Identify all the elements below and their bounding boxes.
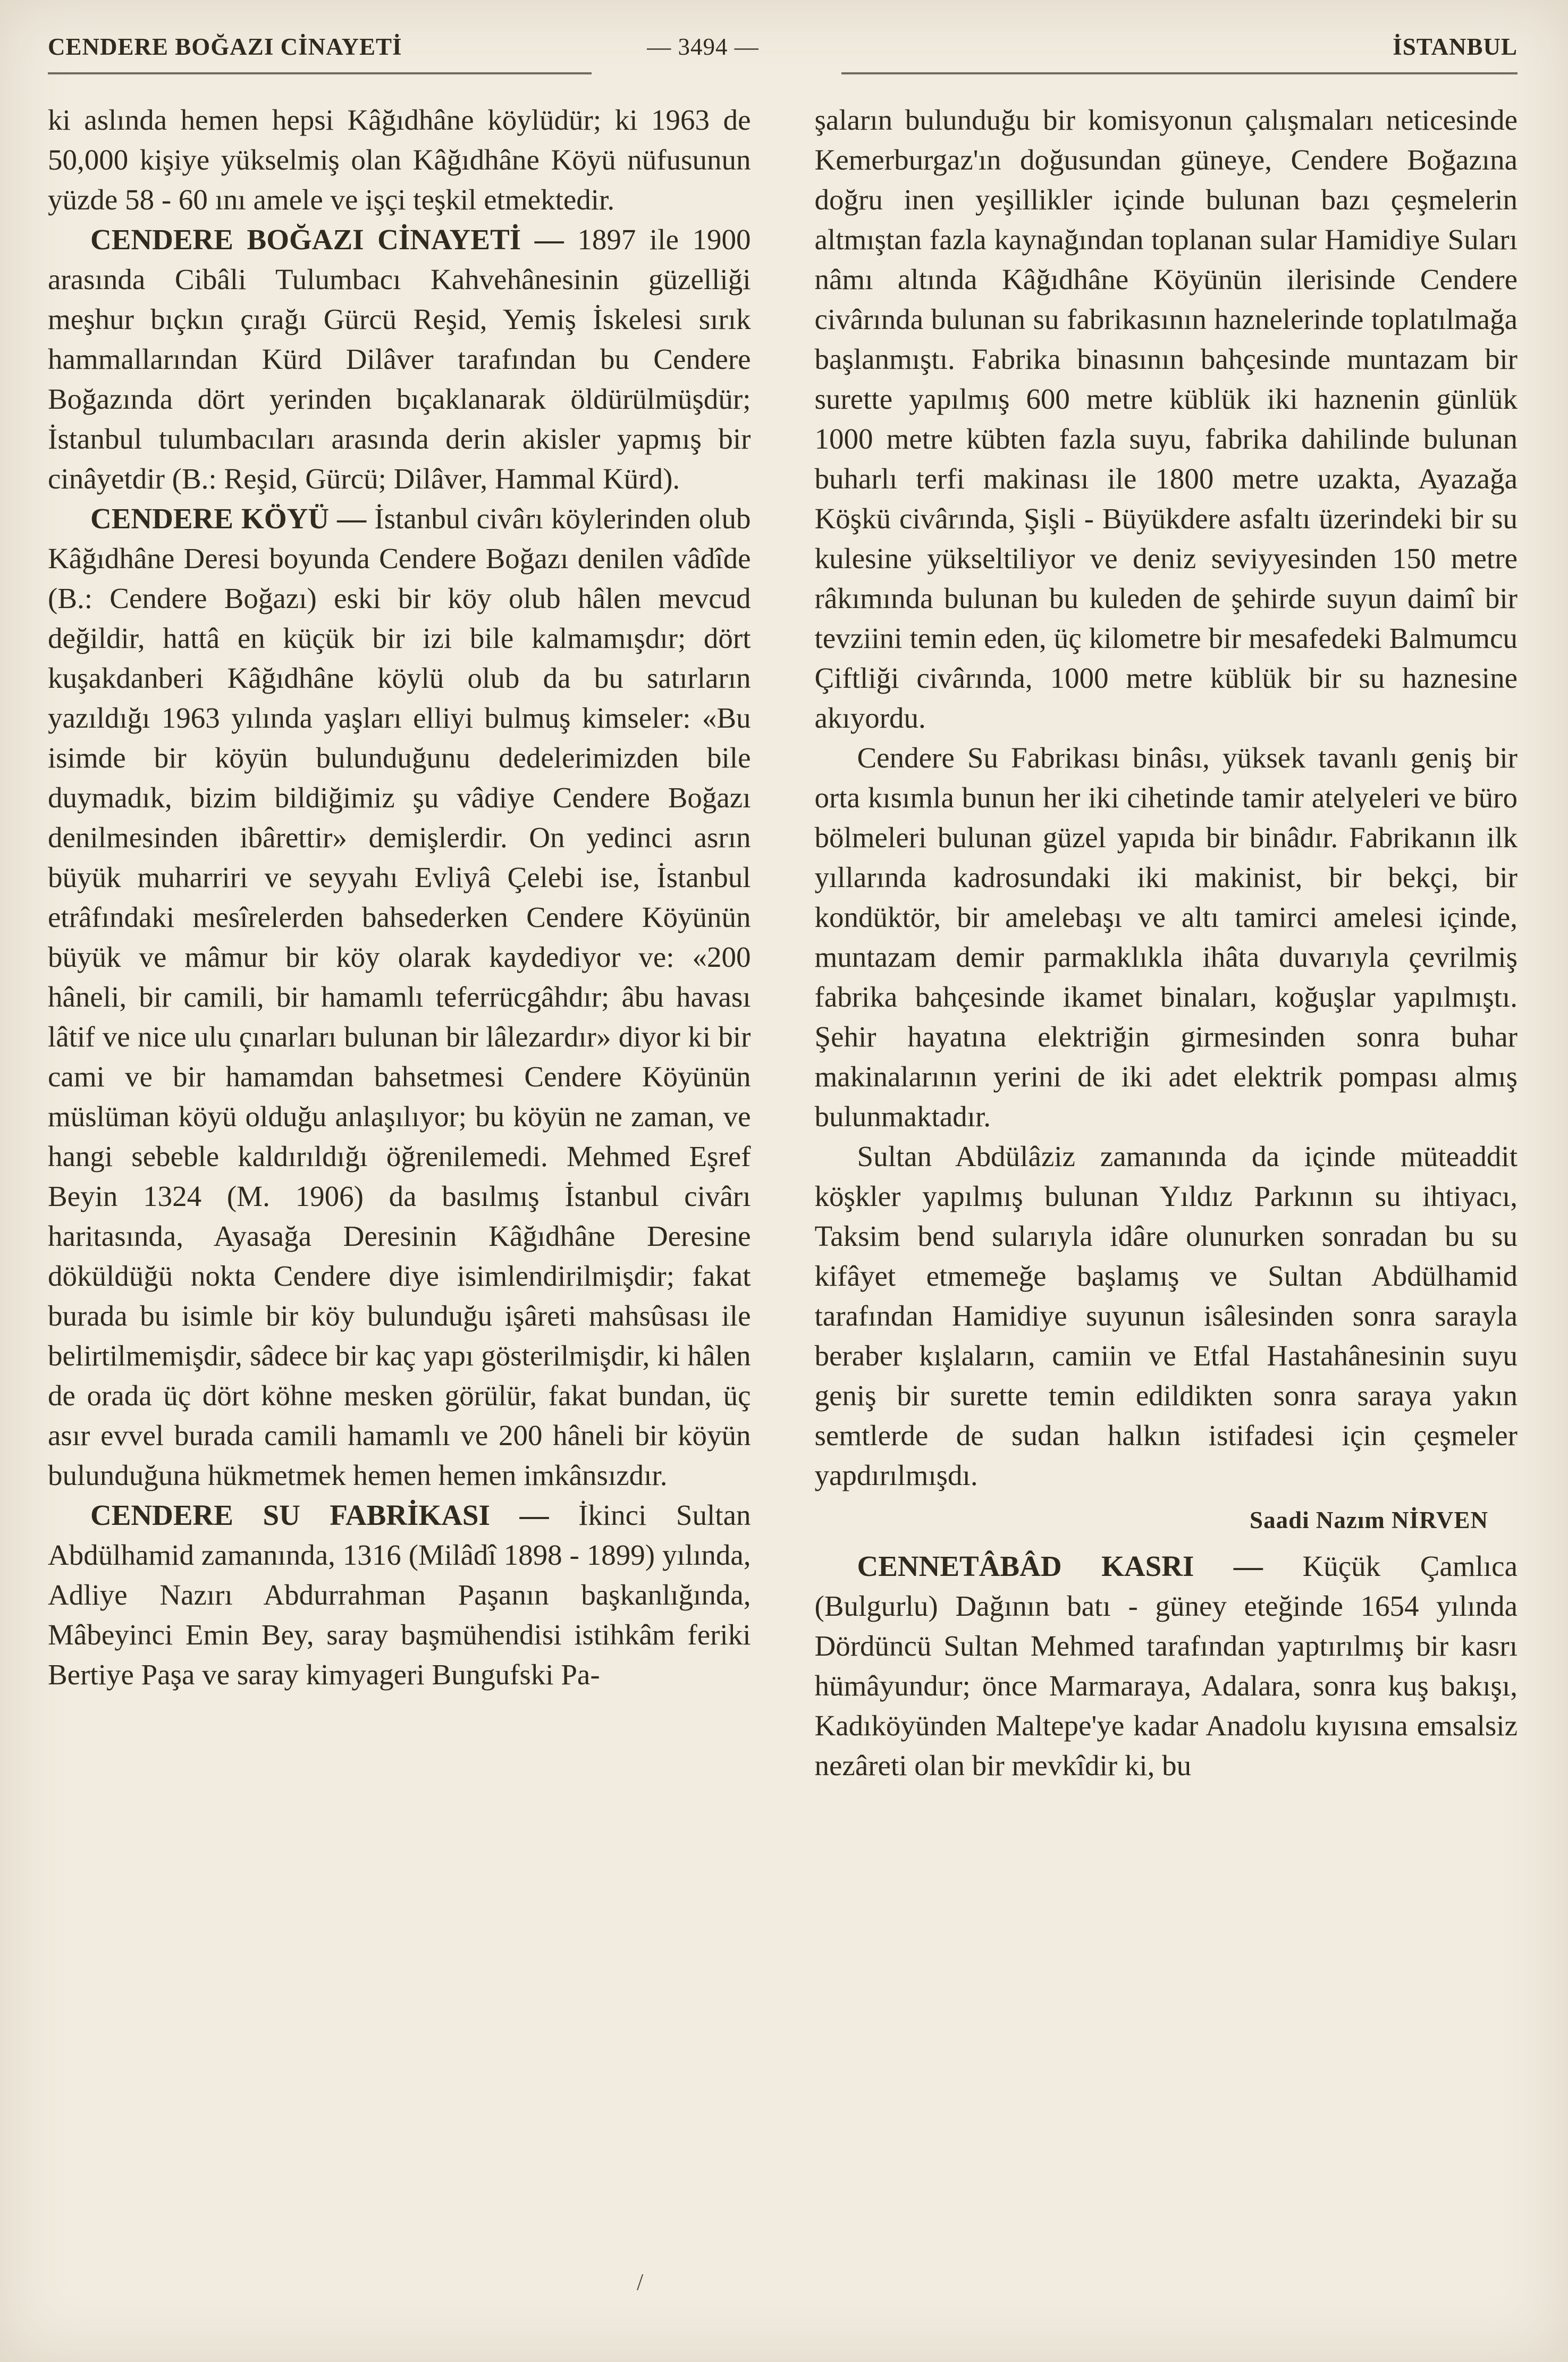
entry-cennetabad-kasri: [815, 1546, 1518, 1785]
entry-heading: CENDERE KÖYÜ —: [90, 502, 375, 535]
running-title-right: İSTANBUL: [1393, 33, 1518, 60]
entry-heading: CENNETÂBÂD KASRI —: [857, 1550, 1303, 1582]
print-artifact: /: [637, 2269, 644, 2295]
entry-heading: CENDERE SU FABRİKASI —: [90, 1499, 579, 1531]
header-rule-right-segment: [841, 72, 1518, 74]
paragraph-text: İkinci Sultan Abdülhamid zamanında, 1316 (Milâdî 1898 - 1899) yılında, Adliye Nazırı Abdurrahman Paşanın başkanlığında, Mâbeyinci Emin Bey, saray başmühendisi istihkâm feriki Bertiye Paşa ve saray kimyageri Bungufski Pa-: [48, 1499, 751, 1691]
header-rule: [48, 72, 1518, 74]
running-title-left: CENDERE BOĞAZI CİNAYETİ: [48, 33, 402, 60]
paragraph: [815, 1136, 1518, 1495]
entry-cendere-su-fabrikasi: [48, 1495, 751, 1694]
entry-cendere-koyu: [48, 499, 751, 1495]
left-column: [48, 100, 751, 1785]
header-rule-left-segment: [48, 72, 592, 74]
paragraph: [815, 738, 1518, 1136]
paragraph-text: ki aslında hemen hepsi Kâğıdhâne köylüdür; ki 1963 de 50,000 kişiye yükselmiş olan Kâğıdhâne Köyü nüfusunun yüzde 58 - 60 ını amele ve işçi teşkil etmektedir.: [48, 104, 751, 216]
text-columns: [48, 100, 1518, 1785]
paragraph-text: şaların bulunduğu bir komisyonun çalışmaları neticesinde Kemerburgaz'ın doğusundan güneye, Cendere Boğazına doğru inen yeşillikler içinde bulunan bazı çeşmelerin altmıştan fazla kaynağından toplanan sular Hamidiye Suları nâmı altında Kâğıdhâne Köyünün ilerisinde Cendere civârında bulunan su fabrikasının haznelerinde toplatılmağa başlanmıştı. Fabrika binasının bahçesinde muntazam bir surette yapılmış 600 metre küblük iki haznenin günlük 1000 metre kübten fazla suyu, fabrika dahilinde bulunan buharlı terfi makinası ile 1800 metre uzakta, Ayazağa Köşkü civârında, Şişli - Büyükdere asfaltı üzerindeki bir su kulesine yükseltiliyor ve deniz seviyyesinden 150 metre râkımında bulunan bu kuleden de şehirde suyun daimî bir tevziini temin eden, üç kilometre bir mesafedeki Balmumcu Çiftliği civârında, 1000 metre küblük bir su haznesine akıyordu.: [814, 104, 1518, 734]
entry-heading: CENDERE BOĞAZI CİNAYETİ —: [90, 223, 578, 256]
paragraph-text: Cendere Su Fabrikası binâsı, yüksek tavanlı geniş bir orta kısımla bunun her iki cihetinde tamir atelyeleri ve büro bölmeleri bulunan güzel yapıda bir binâdır. Fabrikanın ilk yıllarında kadrosundaki iki makinist, bir bekçi, bir kondüktör, bir amelebaşı ve altı tamirci amelesi içinde, muntazam demir parmaklıkla ihâta duvarıyla çevrilmiş fabrika bahçesinde ikamet binaları, koğuşlar yapılmıştı. Şehir hayatına elektriğin girmesinden sonra buhar makinalarının yerini de iki adet elektrik pompası almış bulunmaktadır.: [814, 741, 1518, 1133]
paragraph-text: İstanbul civârı köylerinden olub Kâğıdhâne Deresi boyunda Cendere Boğazı denilen vâdîde (B.: Cendere Boğazı) eski bir köy olub hâlen mevcud değildir, hattâ en küçük bir izi bile kalmamışdır; dört kuşakdanberi Kâğıdhâne köylü olub da bu satırların yazıldığı 1963 yılında yaşları elliyi bulmuş kimseler: «Bu isimde bir köyün bulunduğunu dedelerimizden bile duymadık, bizim bildiğimiz şu vâdiye Cendere Boğazı denilmesinden ibârettir» demişlerdir. On yedinci asrın büyük muharriri ve seyyahı Evliyâ Çelebi ise, İstanbul etrâfındaki mesîrelerden bahsederken Cendere Köyünün büyük ve mâmur bir köy olarak kaydediyor ve: «200 hâneli, bir camili, bir hamamlı teferrücgâhdır; âbu havası lâtif ve nice ulu çınarları bulunan bir lâlezardır» diyor ki bir cami ve bir hamamdan bahsetmesi Cendere Köyünün müslüman köyü olduğu anlaşılıyor; bu köyün ne zaman, ve hangi sebeble kaldırıldığı öğrenilemedi. Mehmed Eşref Beyin 1324 (M. 1906) da basılmış İstanbul civârı haritasında, Ayasağa Deresinin Kâğıdhâne Deresine döküldüğü nokta Cendere diye isimlendirilmişdir; fakat burada bu isimle bir köy bulunduğu işâreti mahsûsası ile belirtilmemişdir, sâdece bir kaç yapı gösterilmişdir, ki hâlen de orada üç dört köhne mesken görülür, fakat bundan, üç asır evvel burada camili hamamlı ve 200 hâneli bir köyün bulunduğuna hükmetmek hemen hemen imkânsızdır.: [48, 502, 751, 1491]
paragraph-text: Sultan Abdülâziz zamanında da içinde müteaddit köşkler yapılmış bulunan Yıldız Parkının su ihtiyacı, Taksim bend sularıyla idâre olunurken sonradan bu su kifâyet etmemeğe başlamış ve Sultan Abdülhamid tarafından Hamidiye suyunun isâlesinden sonra sarayla beraber kışlaların, camiin ve Etfal Hastahânesinin suyu geniş bir surette temin edildikten sonra saraya yakın semtlerde de sudan halkın istifadesi için çeşmeler yapdırılmışdı.: [814, 1140, 1518, 1491]
right-column: [815, 100, 1518, 1785]
author-signature: Saadi Nazım NİRVEN: [1250, 1507, 1488, 1533]
paragraph-text: 1897 ile 1900 arasında Cibâli Tulumbacı Kahvehânesinin güzelliği meşhur bıçkın çırağı Gürcü Reşid, Yemiş İskelesi sırık hammallarından Kürd Dilâver tarafından bu Cendere Boğazında dört yerinden bıçaklanarak öldürülmüşdür; İstanbul tulumbacıları arasında derin akisler yapmış bir cinâyetdir (B.: Reşid, Gürcü; Dilâver, Hammal Kürd).: [48, 223, 751, 495]
paragraph-text: Küçük Çamlıca (Bulgurlu) Dağının batı - güney eteğinde 1654 yılında Dördüncü Sultan Mehmed tarafından yaptırılmış bir kasrı hümâyundur; önce Marmaraya, Adalara, sonra kuş bakışı, Kadıköyünden Maltepe'ye kadar Anadolu kıyısına emsalsiz nezâreti olan bir mevkîdir ki, bu: [814, 1550, 1518, 1782]
page-header: [48, 33, 1518, 61]
entry-cendere-bogazi-cinayeti: [48, 220, 751, 499]
paragraph-continuation: [48, 100, 751, 220]
paragraph-continuation: [815, 100, 1518, 738]
page-number: — 3494 —: [647, 33, 759, 60]
